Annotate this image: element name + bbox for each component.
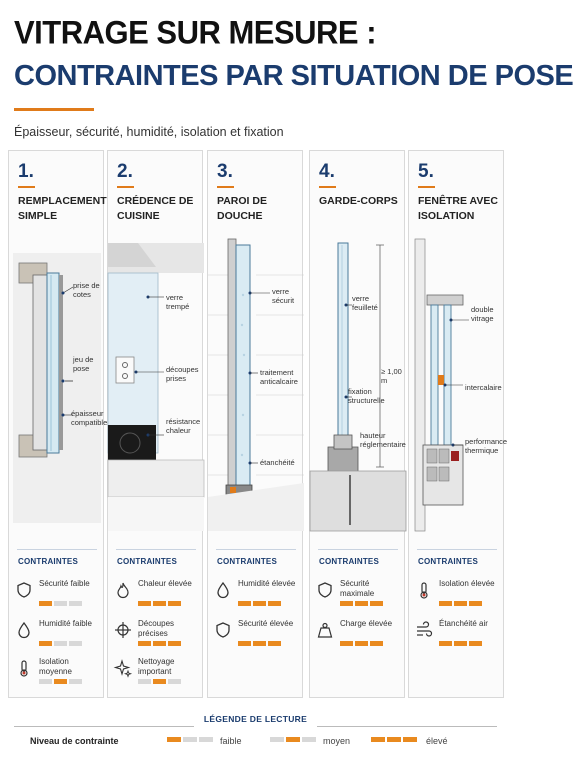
legend-bars-faible [167,737,213,742]
page-title-line1: VITRAGE SUR MESURE : [14,14,377,51]
panel-title: REMPLACEMENT SIMPLE [18,195,107,222]
panel-title: GARDE-CORPS [319,195,398,207]
constraint-level-bars [340,641,383,646]
legend-text-faible: faible [220,736,242,746]
constraints-label: CONTRAINTES [117,557,177,566]
constraint-level-bars [439,641,482,646]
callout-1: prise de cotes [73,281,100,299]
constraint-row [114,619,202,657]
sparkle-icon [114,659,132,677]
constraint-level-bars [39,641,82,646]
shield-icon [316,581,334,599]
constraint-row [316,619,404,657]
legend-title: LÉGENDE DE LECTURE [203,714,308,724]
constraint-text: Découpes précises [138,619,175,638]
panel-remplacement-simple [8,150,108,698]
constraint-level-bars [439,601,482,606]
panel-number-underline [217,186,234,188]
illustration-window-frame [9,235,108,531]
callout-3: épaisseur compatible [71,409,108,427]
legend-rule-right [317,726,497,727]
panel-number: 2. [117,161,133,182]
panel-credence-cuisine [107,150,203,698]
callout-1: verre trempé [166,293,190,311]
droplet-icon [214,581,232,599]
panel-number-underline [418,186,435,188]
illustration-kitchen-backsplash [108,235,204,531]
callout-3: résistance chaleur [166,417,201,435]
constraint-row [114,657,202,695]
constraint-level-bars [138,601,181,606]
constraints-separator [417,549,497,550]
constraint-row [214,619,302,657]
constraint-row [415,619,503,657]
constraint-level-bars [138,641,181,646]
thermometer-icon [15,659,33,677]
panel-title: CRÉDENCE DE CUISINE [117,195,194,222]
constraint-text: Nettoyage important [138,657,175,676]
legend-bars-moyen [270,737,316,742]
thermometer-icon [415,581,433,599]
constraints-label: CONTRAINTES [217,557,277,566]
legend-bars-eleve [371,737,417,742]
constraint-text: Sécurité élevée [238,619,294,628]
constraint-row [114,579,202,617]
legend-text-moyen: moyen [323,736,351,746]
panel-title: FENÊTRE AVEC ISOLATION [418,195,498,222]
panel-number: 4. [319,161,335,182]
constraints-separator [318,549,398,550]
constraint-row [316,579,404,617]
constraint-level-bars [238,641,281,646]
constraint-text: Humidité élevée [238,579,296,588]
page-title-line2: CONTRAINTES PAR SITUATION DE POSE [14,60,573,92]
callout-4: hauteur réglementaire [360,431,406,449]
legend-rule-left [14,726,194,727]
constraint-text: Isolation moyenne [39,657,72,676]
callout-2: ≥ 1,00 m [381,367,402,385]
panel-paroi-douche [207,150,303,698]
legend-text-eleve: élevé [426,736,448,746]
panel-garde-corps [309,150,405,698]
panel-number: 1. [18,161,34,182]
constraints-label: CONTRAINTES [418,557,478,566]
legend-label: Niveau de contrainte [30,736,119,746]
page-subtitle: Épaisseur, sécurité, humidité, isolation et fixation [14,125,284,139]
constraints-separator [17,549,97,550]
constraint-text: Humidité faible [39,619,92,628]
callout-3: fixation structurelle [348,387,385,405]
callout-1: double vitrage [471,305,494,323]
panel-number-underline [18,186,35,188]
constraints-separator [116,549,196,550]
callout-3: étanchéité [260,458,295,467]
panel-fenetre-isolation [408,150,508,698]
callout-3: performance thermique [465,437,508,455]
constraint-text: Étanchéité air [439,619,488,628]
crosshair-icon [114,621,132,639]
constraint-row [15,579,103,617]
constraint-row [415,579,503,617]
callout-2: découpes prises [166,365,199,383]
shield-icon [214,621,232,639]
callout-1: verre sécurit [272,287,295,305]
panel-title: PAROI DE DOUCHE [217,195,267,222]
panel-number: 5. [418,161,434,182]
shield-icon [15,581,33,599]
callout-2: jeu de pose [73,355,94,373]
constraint-text: Isolation élevée [439,579,495,588]
constraint-level-bars [39,601,82,606]
constraint-row [15,657,103,695]
panel-number-underline [117,186,134,188]
constraint-text: Sécurité maximale [340,579,375,598]
constraint-level-bars [238,601,281,606]
weight-icon [316,621,334,639]
constraint-text: Chaleur élevée [138,579,192,588]
constraints-label: CONTRAINTES [18,557,78,566]
constraint-text: Sécurité faible [39,579,90,588]
title-accent-bar [14,108,94,111]
constraint-row [15,619,103,657]
constraints-separator [216,549,296,550]
flame-icon [114,581,132,599]
callout-2: intercalaire [465,383,502,392]
wind-icon [415,621,433,639]
constraint-level-bars [138,679,181,684]
callout-2: traitement anticalcaire [260,368,298,386]
panel-number-underline [319,186,336,188]
constraint-level-bars [340,601,383,606]
panel-number: 3. [217,161,233,182]
constraint-level-bars [39,679,82,684]
callout-1: verre feuilleté [352,294,378,312]
constraint-row [214,579,302,617]
constraint-text: Charge élevée [340,619,393,628]
constraints-label: CONTRAINTES [319,557,379,566]
droplet-icon [15,621,33,639]
